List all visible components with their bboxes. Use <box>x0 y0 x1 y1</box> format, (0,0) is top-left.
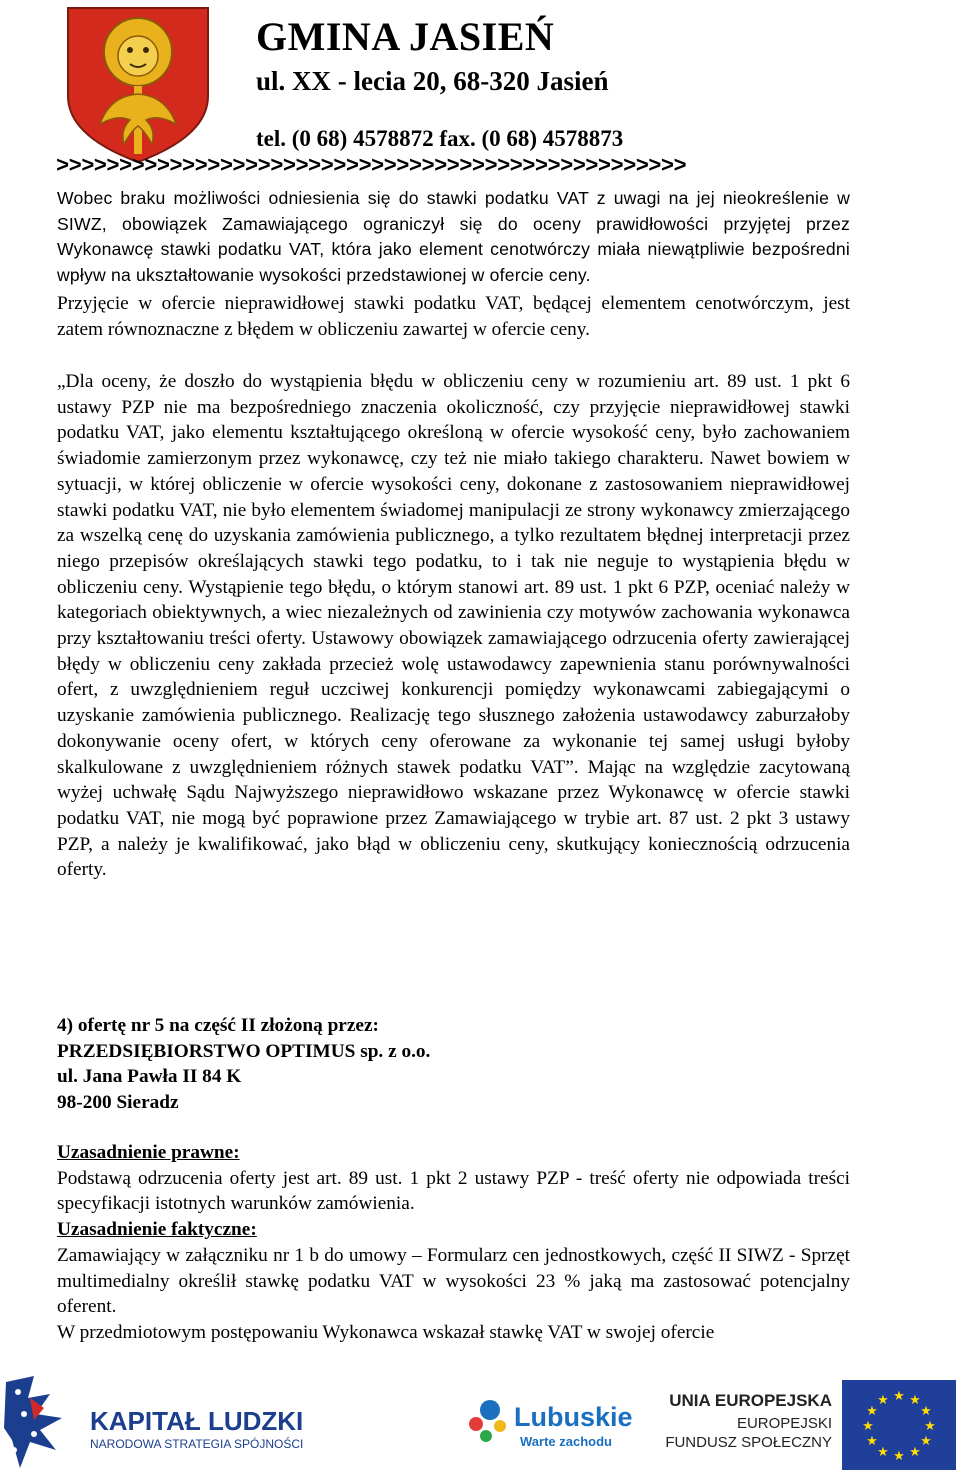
svg-text:★: ★ <box>909 1393 921 1408</box>
eu-line-2: EUROPEJSKI <box>736 1415 832 1432</box>
svg-text:★: ★ <box>866 1404 878 1419</box>
legal-text: Podstawą odrzucenia oferty jest art. 89 ust. 1 pkt 2 ustawy PZP - treść oferty nie odpowiada treści specyfikacji istotnych warunków zamówienia. <box>57 1167 850 1215</box>
svg-text:★: ★ <box>877 1445 889 1460</box>
svg-text:★: ★ <box>877 1393 889 1408</box>
offer-company: PRZEDSIĘBIORSTWO OPTIMUS sp. z o.o. <box>57 1040 431 1062</box>
eu-text-block <box>665 1391 832 1451</box>
kl-subtitle: NARODOWA STRATEGIA SPÓJNOŚCI <box>90 1437 304 1451</box>
svg-text:★: ★ <box>866 1434 878 1449</box>
document-body-cont <box>57 291 850 342</box>
legal-heading: Uzasadnienie prawne: <box>57 1142 240 1163</box>
offer-line-1: 4) ofertę nr 5 na część II złożoną przez: <box>57 1015 379 1036</box>
lubuskie-subtitle: Warte zachodu <box>520 1434 612 1449</box>
offer-block <box>57 1013 850 1116</box>
eu-flag <box>842 1380 956 1470</box>
eu-line-3: FUNDUSZ SPOŁECZNY <box>665 1434 832 1451</box>
intro-paragraph-cont: Przyjęcie w ofercie nieprawidłowej stawki podatku VAT, będącej elementem cenotwórczym, jest zatem równoznaczne z błędem w obliczeniu zawartej w ofercie ceny. <box>57 293 850 340</box>
svg-text:★: ★ <box>924 1419 936 1434</box>
lubuskie-title: Lubuskie <box>514 1402 633 1432</box>
municipality-address: ul. XX - lecia 20, 68-320 Jasień <box>256 66 609 96</box>
municipality-name: GMINA JASIEŃ <box>256 14 555 59</box>
kapital-ludzki-logo <box>4 1376 303 1468</box>
quote-block <box>57 369 850 883</box>
svg-text:★: ★ <box>862 1419 874 1434</box>
footer-logo-strip <box>0 1368 960 1475</box>
quote-paragraph: „Dla oceny, że doszło do wystąpienia błędu w obliczeniu ceny w rozumieniu art. 89 ust. 1 pkt 6 ustawy PZP nie ma bezpośredniego znaczenia okoliczność, czy przyjęcie nieprawidłowej stawki podatku VAT, jako elementu kształtującego określoną w ofercie wysokość ceny, było zachowaniem świadomie zamierzonym przez wykonawcę, czy też nie miało takiego charakteru. Nawet bowiem w sytuacji, w której obliczenie w ofercie wysokości ceny, dokonane z zastosowaniem nieprawidłowej stawki podatku VAT, nie było elementem świadomej manipulacji ze strony wykonawcy zmierzającego za wszelką cenę do uzyskania zamówienia publicznego, a tylko rezultatem błędnej interpretacji przez niego przepisów określających stawki tego podatku, to i tak nie neguje to wystąpienia błędu w obliczeniu ceny. Wystąpienie tego błędu, o którym stanowi art. 89 ust. 1 pkt 6 PZP, oceniać należy w kategoriach obiektywnych, a wiec niezależnych od zawinienia czy motywów zachowania wykonawca przy kształtowaniu treści oferty. Ustawowy obowiązek zamawiającego odrzucenia oferty zawierającej błędy w obliczeniu ceny zakłada przecież wolę ustawodawcy zapewnienia stanu porównywalności ofert, z uwzględnieniem reguł uczciwej konkurencji pomiędzy wykonawcami zabiegającymi o uzyskanie zamówienia publicznego. Realizację tego słusznego założenia ustawodawcy zaburzałoby dokonywanie oceny ofert, w których ceny oferowane za wykonanie tej samej usługi byłoby skalkulowane z uwzględnieniem różnych stawek podatku VAT”. Mając na względzie zacytowaną wyżej uchwałę Sądu Najwyższego nieprawidłowo wskazane przez Wykonawcę w ofercie stawki podatku VAT, nie mogą być poprawione przez Zamawiającego w trybie art. 87 ust. 2 pkt 3 ustawy PZP, a należy je kwalifikować, jako błąd w obliczeniu ceny, skutkujący koniecznością odrzucenia oferty. <box>57 371 850 881</box>
factual-text: Zamawiający w załączniku nr 1 b do umowy – Formularz cen jednostkowych, część II SIWZ - Sprzęt multimedialny określił stawkę podatku VAT w wysokości 23 % jaką ma zastosować potencjalny oferent. <box>57 1244 850 1318</box>
footer-logos <box>0 1368 960 1475</box>
legal-section <box>57 1140 850 1346</box>
svg-text:★: ★ <box>893 1389 905 1404</box>
kl-title: KAPITAŁ LUDZKI <box>90 1406 304 1436</box>
offer-street: ul. Jana Pawła II 84 K <box>57 1066 242 1088</box>
factual-heading: Uzasadnienie faktyczne: <box>57 1219 257 1241</box>
coat-of-arms-crest <box>58 4 218 164</box>
municipality-phone-fax: tel. (0 68) 4578872 fax. (0 68) 4578873 <box>256 126 624 151</box>
svg-text:★: ★ <box>909 1445 921 1460</box>
svg-text:★: ★ <box>920 1404 932 1419</box>
svg-text:★: ★ <box>893 1449 905 1464</box>
document-body <box>57 186 850 289</box>
lubuskie-logo <box>469 1400 633 1449</box>
svg-text:★: ★ <box>920 1434 932 1449</box>
offer-city: 98-200 Sieradz <box>57 1092 179 1114</box>
intro-paragraph: Wobec braku możliwości odniesienia się do stawki podatku VAT z uwagi na jej nieokreślenie w SIWZ, obowiązek Zamawiającego ograniczył się do oceny prawidłowości przyjętej przez Wykonawcę stawki podatku VAT, która jako element cenotwórczy miała niewątpliwie bezpośredni wpływ na ukształtowanie wysokości przedstawionej w ofercie ceny. <box>57 188 850 286</box>
factual-text-2: W przedmiotowym postępowaniu Wykonawca wskazał stawkę VAT w swojej ofercie <box>57 1321 715 1343</box>
header-separator: >>>>>>>>>>>>>>>>>>>>>>>>>>>>>>>>>>>>>>>>>>>>>>>>>> <box>56 154 687 179</box>
eu-line-1: UNIA EUROPEJSKA <box>669 1391 832 1410</box>
